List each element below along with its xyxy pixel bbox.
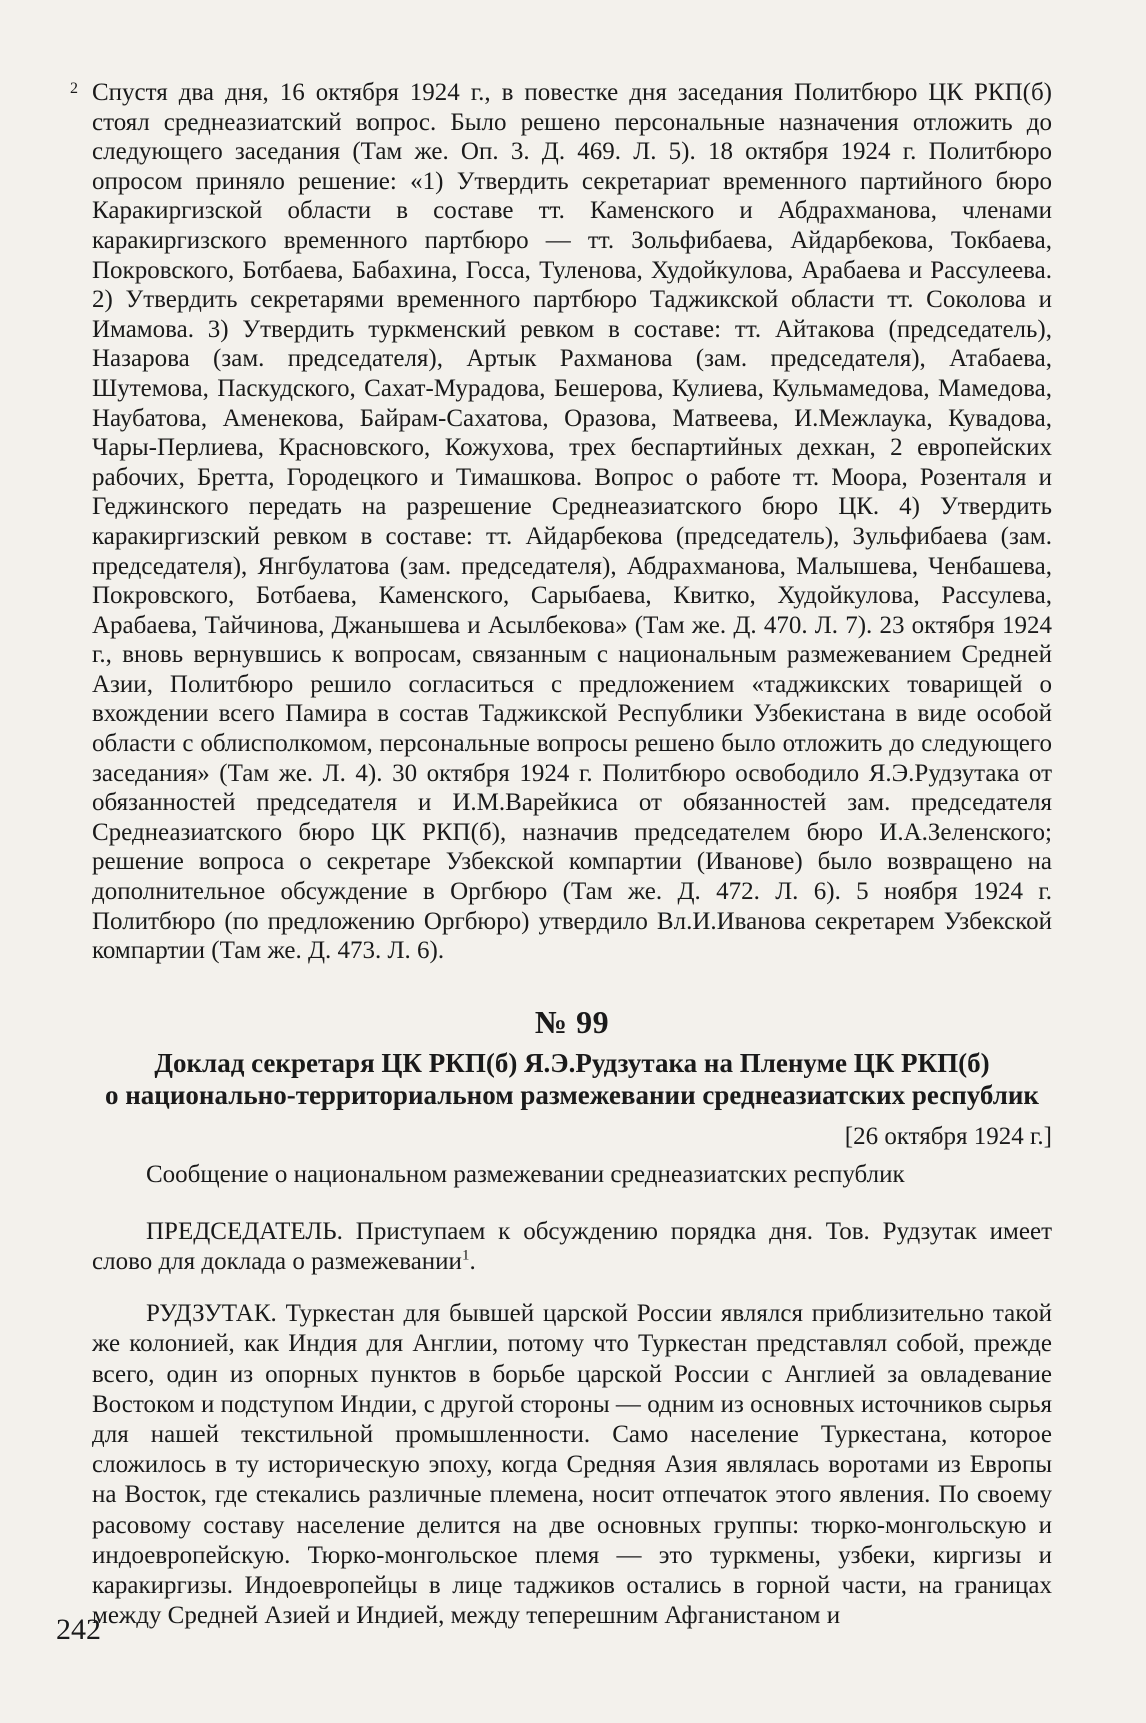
footnote xyxy=(70,78,1052,966)
speech-chairman xyxy=(92,1217,1052,1277)
document-title xyxy=(92,1047,1052,1111)
speech-text: Приступаем к обсуждению порядка дня. Тов. Рудзутак имеет слово для доклада о размежевании xyxy=(92,1217,1052,1276)
speech-tail: . xyxy=(469,1248,476,1276)
document-number: № 99 xyxy=(534,1003,610,1040)
footnote-marker: 2 xyxy=(70,80,78,97)
footnote-reference: 1 xyxy=(461,1247,470,1264)
speech-text: Туркестан для бывшей царской России являлся приблизительно такой же колонией, как Индия для Англии, потому что Туркестан представлял собой, прежде всего, один из опорных пунктов в борьбе царской России с Англией за овладевание Востоком и подступом Индии, с другой стороны — одним из основных источников сырья для нашей текстильной промышленности. Само население Туркестана, которое сложилось в ту историческую эпоху, когда Средняя Азия являлась воротами из Европы на Восток, где стекались различные племена, носит отпечаток этого явления. По своему расовому составу население делится на две основных группы: тюрко-монгольскую и индоевропейскую. Тюрко-монгольское племя — это туркмены, узбеки, киргизы и каракиргизы. Индоевропейцы в лице таджиков остались в горной части, на границах между Средней Азией и Индией, между теперешним Афганистаном и xyxy=(92,1300,1052,1630)
speech-rudzutak xyxy=(92,1299,1052,1631)
speaker-name: РУДЗУТАК. xyxy=(146,1300,277,1328)
speaker-name: ПРЕДСЕДАТЕЛЬ. xyxy=(146,1217,343,1245)
footnote-text: Спустя два дня, 16 октября 1924 г., в повестке дня заседания Политбюро ЦК РКП(б) стоял среднеазиатский вопрос. Было решено персональные назначения отложить до следующего заседания (Там же. Оп. 3. Д. 469. Л. 5). 18 октября 1924 г. Политбюро опросом приняло решение: «1) Утвердить секретариат временного партийного бюро Каракиргизской области в составе тт. Каменского и Абдрахманова, членами каракиргизского временного партбюро — тт. Зольфибаева, Айдарбекова, Токбаева, Покровского, Ботбаева, Бабахина, Госса, Туленова, Худойкулова, Арабаева и Рассулеева. 2) Утвердить секретарями временного партбюро Таджикской области тт. Соколова и Имамова. 3) Утвердить туркменский ревком в составе: тт. Айтакова (председатель), Назарова (зам. председателя), Артык Рахманова (зам. председателя), Атабаева, Шутемова, Паскудского, Сахат-Мурадова, Бешерова, Кулиева, Кульмамедова, Мамедова, Наубатова, Аменекова, Байрам-Сахатова, Оразова, Матвеева, И.Межлаука, Кувадова, Чары-Перлиева, Красновского, Кожухова, трех беспартийных дехкан, 2 европейских рабочих, Бретта, Городецкого и Тимашкова. Вопрос о работе тт. Моора, Розенталя и Геджинского передать на разрешение Среднеазиатского бюро ЦК. 4) Утвердить каракиргизский ревком в составе: тт. Айдарбекова (председатель), Зульфибаева (зам. председателя), Янгбулатова (зам. председателя), Абдрахманова, Малышева, Ченбашева, Покровского, Ботбаева, Каменского, Сарыбаева, Квитко, Худойкулова, Рассулева, Арабаева, Тайчинова, Джанышева и Асылбекова» (Там же. Д. 470. Л. 7). 23 октября 1924 г., вновь вернувшись к вопросам, связанным с национальным размежеванием Средней Азии, Политбюро решило согласиться с предложением «таджикских товарищей о вхождении всего Памира в состав Таджикской Республики Узбекистана в виде особой области с облисполкомом, персональные вопросы решено было отложить до следующего заседания» (Там же. Л. 4). 30 октября 1924 г. Политбюро освободило Я.Э.Рудзутака от обязанностей председателя и И.М.Варейкиса от обязанностей зам. председателя Среднеазиатского бюро ЦК РКП(б), назначив председателем бюро И.А.Зеленского; решение вопроса о секретаре Узбекской компартии (Иванове) было возвращено на дополнительное обсуждение в Оргбюро (Там же. Д. 472. Л. 6). 5 ноября 1924 г. Политбюро (по предложению Оргбюро) утвердило Вл.И.Иванова секретарем Узбекской компартии (Там же. Д. 473. Л. 6). xyxy=(92,79,1052,965)
document-title-line2: о национально-территориальном размежевании среднеазиатских республик xyxy=(105,1079,1039,1110)
document-title-line1: Доклад секретаря ЦК РКП(б) Я.Э.Рудзутака на Пленуме ЦК РКП(б) xyxy=(154,1047,990,1078)
document-date: [26 октября 1924 г.] xyxy=(844,1122,1052,1150)
document-subtitle: Сообщение о национальном размежевании среднеазиатских республик xyxy=(146,1160,905,1188)
page-number: 242 xyxy=(56,1613,101,1646)
